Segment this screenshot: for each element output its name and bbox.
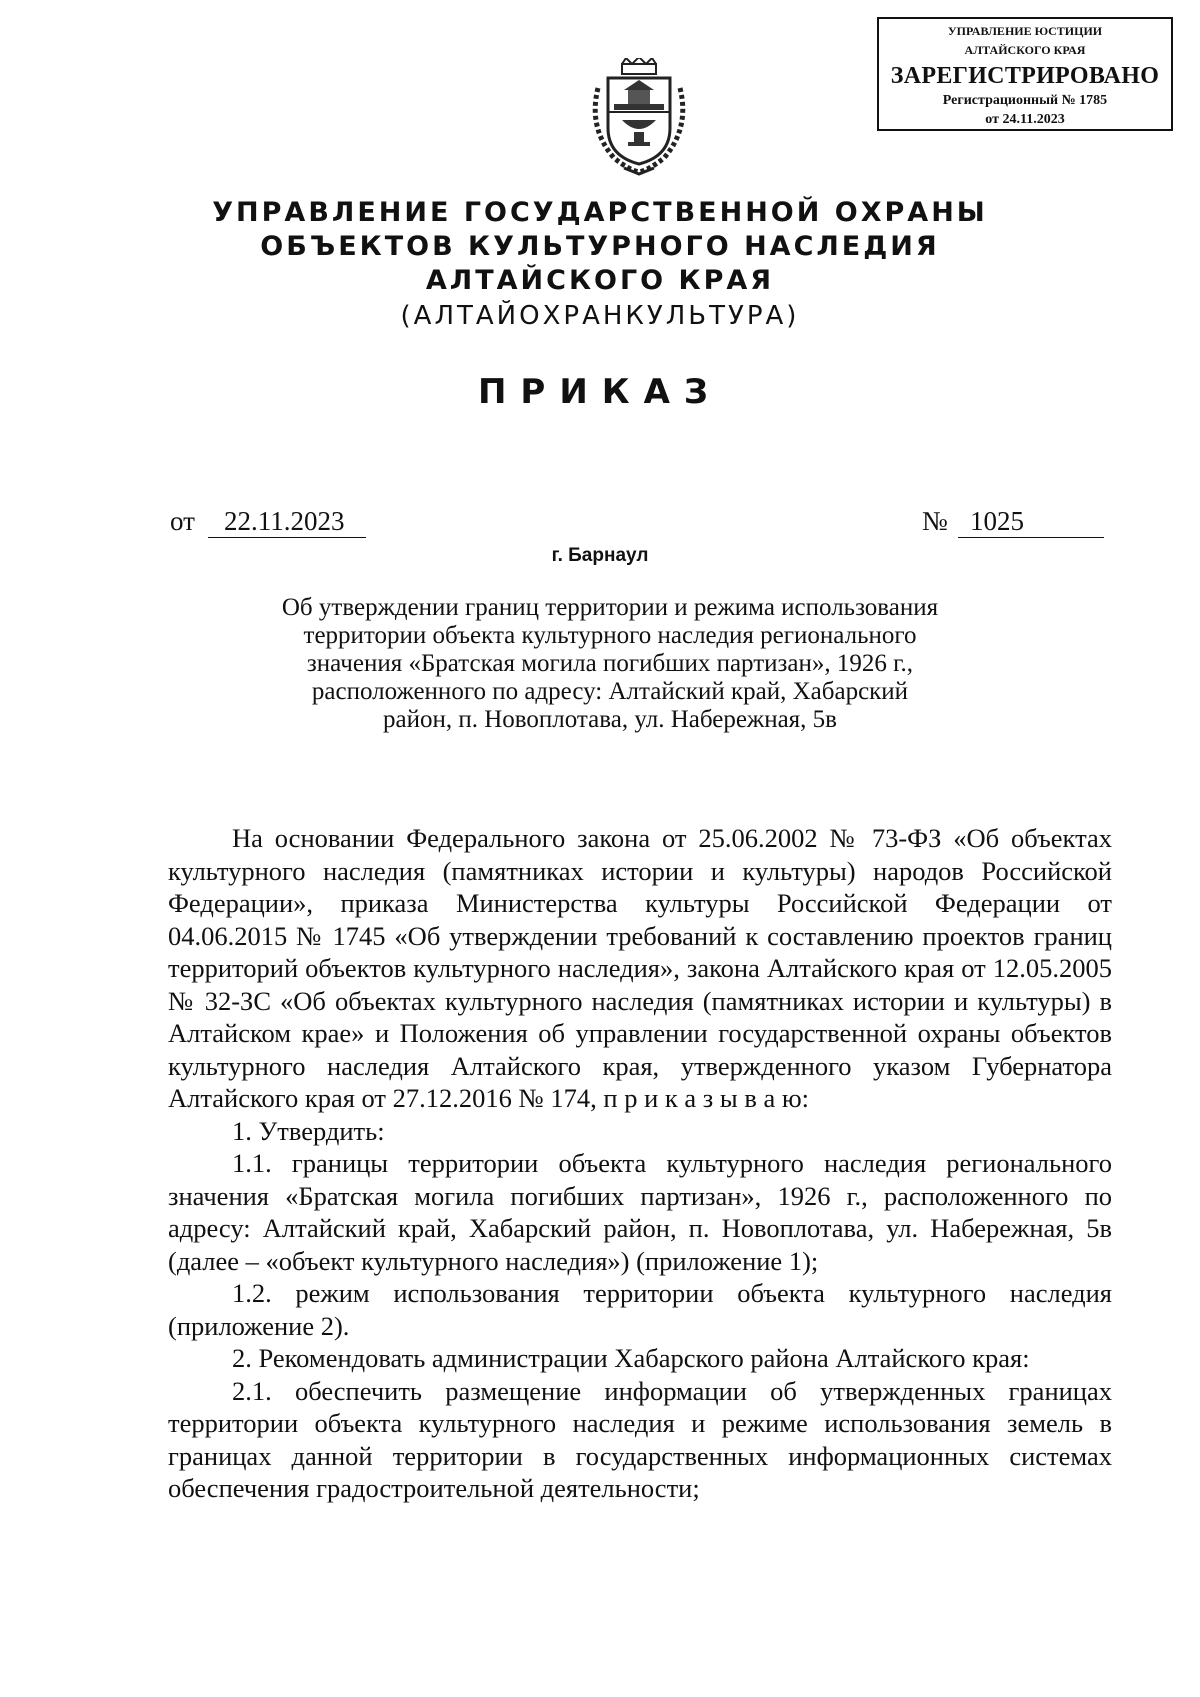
stamp-status: ЗАРЕГИСТРИРОВАНО [890, 63, 1160, 89]
item-1-1: 1.1. границы территории объекта культурного наследия регионального значения «Братская могила погибших партизан», 1926 г., расположенного по адресу: Алтайский край, Хабарский район, п. Новоплотава, ул. Набережная, 5в (далее – «объект культурного наследия») (приложение 1); [168, 1148, 1112, 1276]
registration-stamp [877, 17, 1173, 131]
document-date: 22.11.2023 [208, 506, 366, 538]
item-2: 2. Рекомендовать администрации Хабарского района Алтайского края: [232, 1343, 1030, 1373]
date-label: от [170, 506, 195, 536]
document-number: 1025 [958, 506, 1104, 538]
subject-line-3: значения «Братская могила погибших партизан», 1926 г., [306, 650, 914, 677]
stamp-org-line2: АЛТАЙСКОГО КРАЯ [964, 43, 1086, 57]
subject-line-5: район, п. Новоплотава, ул. Набережная, 5в [382, 706, 837, 733]
org-line-2: ОБЪЕКТОВ КУЛЬТУРНОГО НАСЛЕДИЯ [260, 231, 940, 262]
subject-line-4: расположенного по адресу: Алтайский край, Хабарский [311, 678, 909, 705]
org-line-3: АЛТАЙСКОГО КРАЯ [425, 265, 775, 296]
preamble-paragraph: На основании Федерального закона от 25.06.2002 № 73-ФЗ «Об объектах культурного наследия (памятниках истории и культуры) народов Российской Федерации», приказа Министерства культуры Российской Федерации от 04.06.2015 № 1745 «Об утверждении требований к составлению проектов границ территорий объектов культурного наследия», закона Алтайского края от 12.05.2005 № 32-ЗС «Об объектах культурного наследия (памятниках истории и культуры) в Алтайском крае» и Положения об управлении государственной охраны объектов культурного наследия Алтайского края, утвержденного указом Губернатора Алтайского края от 27.12.2016 № 174, п р и к а з ы в а ю: [168, 823, 1112, 1113]
item-2-1: 2.1. обеспечить размещение информации об утвержденных границах территории объекта культурного наследия и режиме использования земель в границах данной территории в государственных информационных системах обеспечения градостроительной деятельности; [168, 1375, 1112, 1503]
org-short-name: (АЛТАЙОХРАНКУЛЬТУРА) [400, 301, 800, 331]
stamp-reg-date: от 24.11.2023 [985, 112, 1065, 127]
item-1: 1. Утвердить: [232, 1115, 385, 1146]
item-1-2: 1.2. режим использования территории объекта культурного наследия (приложение 2). [168, 1278, 1112, 1341]
number-label: № [922, 506, 948, 536]
coat-of-arms-emblem [584, 58, 694, 178]
stamp-org-line1: УПРАВЛЕНИЕ ЮСТИЦИИ [947, 24, 1103, 38]
subject-line-2: территории объекта культурного наследия регионального [303, 622, 917, 649]
document-subject [230, 594, 990, 734]
subject-line-1: Об утверждении границ территории и режима использования [281, 594, 939, 621]
city: г. Барнаул [551, 545, 649, 566]
org-header [0, 196, 1200, 334]
org-line-1: УПРАВЛЕНИЕ ГОСУДАРСТВЕННОЙ ОХРАНЫ [212, 197, 988, 228]
document-body [168, 822, 1112, 1505]
document-type: ПРИКАЗ [477, 372, 723, 412]
stamp-reg-number: Регистрационный № 1785 [942, 93, 1108, 108]
